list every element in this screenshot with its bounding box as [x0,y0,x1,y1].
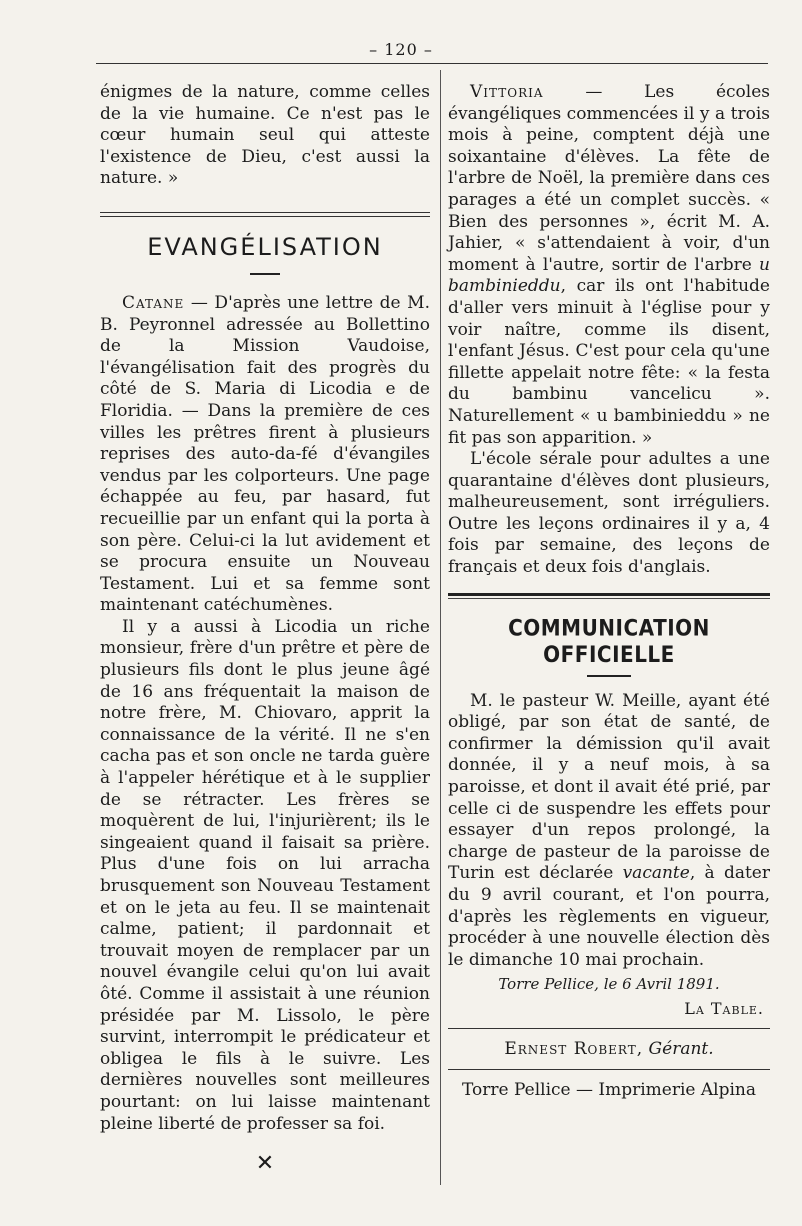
section-separator-thick [448,593,770,599]
comm-italic: vacante [622,863,690,884]
vittoria-italic: u bambinieddu [448,254,770,297]
comm-text-2: , à dater du 9 avril courant, et l'on pourra, d'après les règlements en vigueur, procéder à une nouvelle élection dès le dimanche 10 mai prochain. [448,863,770,970]
section-title: EVANGÉLISATION [147,232,383,261]
communication-paragraph [448,691,770,972]
intro-paragraph: énigmes de la nature, comme celles de la vie humaine. Ce n'est pas le cœur humain seul qui atteste l'existence de Dieu, c'est aussi la nature. » [100,82,430,189]
ecole-paragraph: L'école sérale pour adultes a une quarantaine d'élèves dont plusieurs, malheureusement, sont irréguliers. Outre les leçons ordinaires il y a, 4 fois par semaine, des leçons de français et deux fois d'anglais. [448,449,770,578]
vittoria-paragraph [448,82,770,449]
section-separator [100,212,430,217]
catane-label: Catane [122,292,185,313]
catane-paragraph [100,293,430,617]
header-rule [96,63,768,64]
left-column [100,82,430,1176]
title-dash [250,273,280,275]
signature: La Table. [684,999,764,1019]
communication-title: COMMUNICATION OFFICIELLE [508,614,710,668]
gerant-name: Ernest Robert, [504,1039,644,1060]
licodia-paragraph: Il y a aussi à Licodia un riche monsieur, frère d'un prêtre et père de plusieurs fils dont le plus jeune âgé de 16 ans fréquentait la maison de notre frère, M. Chiovaro, apprit la connaissance de la vérité. Il ne s'en cacha pas et son oncle ne tarda guère à l'appeler hérétique et à le supplier de se rétracter. Les frères se moquèrent de lui, l'injurièrent; ils le singeaient quand il faisait sa prière. Plus d'une fois on lui arracha brusquement son Nouveau Testament et on le jeta au feu. Il se maintenait calme, patient; il pardonnait et trouvait moyen de remplacer par un nouvel évangile celui qu'on lui avait ôté. Comme il assistait à une réunion présidée par M. Lissolo, le père survint, interrompit le prédicateur et obligea le fils à le suivre. Les dernières nouvelles sont meilleures pourtant: on lui laisse maintenant pleine liberté de professer sa foi. [100,616,430,1134]
gerant-role: Gérant. [648,1039,714,1060]
vittoria-text: — Les écoles évangéliques commencées il y a trois mois à peine, comptent déjà une soixantaine d'élèves. La fête de l'arbre de Noël, la première dans ces parages a été un complet succès. « Bien des personnes », écrit M. A. Jahier, « s'attendaient à voir, d'un moment à l'autre, sortir de l'arbre [448,82,770,275]
dateline: Torre Pellice, le 6 Avril 1891. [498,975,720,994]
vittoria-text-2: , car ils ont l'habitude d'aller vers minuit à l'église pour y voir naître, comme ils disent, l'enfant Jésus. C'est pour cela qu'une fillette appelait notre fête: « la festa du bambinu vancelicu ». Naturellement « u bambinieddu » ne fit pas son apparition. » [448,276,770,448]
gerant-line [448,1039,770,1059]
right-column [448,82,770,1100]
column-divider [440,70,441,1185]
printer-line: Torre Pellice — Imprimerie Alpina [461,1080,756,1101]
communication-dash [587,675,631,677]
footer-rule [448,1028,770,1029]
catane-text: — D'après une lettre de M. B. Peyronnel adressée au Bollettino de la Mission Vaudoise, l'évangélisation fait des progrès du côté de S. Maria di Licodia e de Floridia. — Dans la première de ces villes les prêtres firent à plusieurs reprises des auto-da-fé d'évangiles vendus par les colporteurs. Une page échappée au feu, par hasard, fut recueillie par un enfant qui la porta à son père. Celui-ci la lut avidement et se procura ensuite un Nouveau Testament. Lui et sa femme sont maintenant catéchumènes. [100,292,430,616]
end-mark: ✕ [255,1151,275,1177]
page-number: – 120 – [369,40,433,59]
comm-text-1: M. le pasteur W. Meille, ayant été obligé, par son état de santé, de confirmer la démission qu'il avait donnée, il y a neuf mois, à sa paroisse, et dont il avait été prié, par celle ci de suspendre les effets pour essayer d'un repos prolongé, la charge de pasteur de la paroisse de Turin est déclarée [448,690,770,884]
vittoria-label: Vittoria [470,82,544,102]
footer-rule-2 [448,1069,770,1070]
